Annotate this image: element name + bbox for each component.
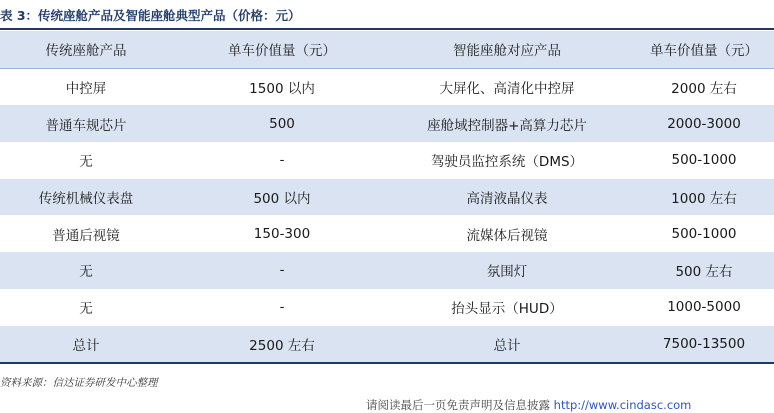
header-smart-value: 单车价值量（元） bbox=[634, 31, 774, 68]
table-cell: 大屏化、高清化中控屏 bbox=[439, 81, 575, 98]
source-note: 资料来源：信达证券研发中心整理 bbox=[0, 377, 158, 389]
table-cell: 1000 左右 bbox=[634, 179, 774, 216]
header-traditional-value: 单车价值量（元） bbox=[184, 31, 380, 68]
table-row bbox=[0, 68, 774, 105]
table-cell: 2000 左右 bbox=[671, 81, 737, 98]
table-cell: - bbox=[279, 299, 285, 316]
table-row bbox=[0, 289, 774, 326]
table-cell: - bbox=[184, 252, 380, 289]
table-cell: 500-1000 bbox=[671, 152, 737, 169]
header-smart-product: 智能座舱对应产品 bbox=[380, 31, 634, 68]
disclaimer-footer bbox=[366, 397, 691, 413]
table-cell: 500 以内 bbox=[184, 179, 380, 216]
table-cell: 总计 bbox=[0, 326, 184, 364]
table-cell: 普通后视镜 bbox=[52, 227, 120, 244]
table-header-row bbox=[0, 31, 774, 68]
table-cell: - bbox=[279, 152, 285, 169]
website-link[interactable]: http://www.cindasc.com bbox=[553, 398, 692, 412]
table-cell: 高清液晶仪表 bbox=[380, 179, 634, 216]
table-cell: 1000-5000 bbox=[667, 299, 741, 316]
table-cell: 500 左右 bbox=[634, 252, 774, 289]
table-cell: 500 bbox=[184, 105, 380, 142]
table-row bbox=[0, 142, 774, 179]
table-cell: 1500 以内 bbox=[249, 81, 315, 98]
table-cell: 抬头显示（HUD） bbox=[451, 301, 563, 318]
table-cell: 7500-13500 bbox=[634, 326, 774, 364]
table-row bbox=[0, 215, 774, 252]
table-cell: 总计 bbox=[380, 326, 634, 364]
table-cell: 普通车规芯片 bbox=[0, 105, 184, 142]
table-row bbox=[0, 179, 774, 216]
table-cell: 传统机械仪表盘 bbox=[0, 179, 184, 216]
table-total-row bbox=[0, 326, 774, 364]
disclaimer-text: 请阅读最后一页免责声明及信息披露 bbox=[366, 398, 550, 412]
table-cell: 氛围灯 bbox=[380, 252, 634, 289]
caption-divider bbox=[0, 28, 774, 30]
table-cell: 流媒体后视镜 bbox=[466, 227, 548, 244]
table-cell: 2000-3000 bbox=[634, 105, 774, 142]
header-traditional-product: 传统座舱产品 bbox=[0, 31, 184, 68]
table-row bbox=[0, 252, 774, 289]
table-cell: 座舱域控制器+高算力芯片 bbox=[380, 105, 634, 142]
table-cell: 中控屏 bbox=[65, 81, 107, 98]
table-row bbox=[0, 105, 774, 142]
table-cell: 2500 左右 bbox=[184, 326, 380, 364]
table-cell: 500-1000 bbox=[671, 225, 737, 242]
table-caption: 表 3：传统座舱产品及智能座舱典型产品（价格：元） bbox=[0, 8, 301, 23]
table-cell: 150-300 bbox=[253, 225, 311, 242]
table-cell: 无 bbox=[0, 252, 184, 289]
table-cell: 无 bbox=[79, 301, 93, 318]
table-cell: 驾驶员监控系统（DMS） bbox=[430, 154, 584, 171]
table-cell: 无 bbox=[79, 154, 93, 171]
comparison-table bbox=[0, 31, 774, 364]
